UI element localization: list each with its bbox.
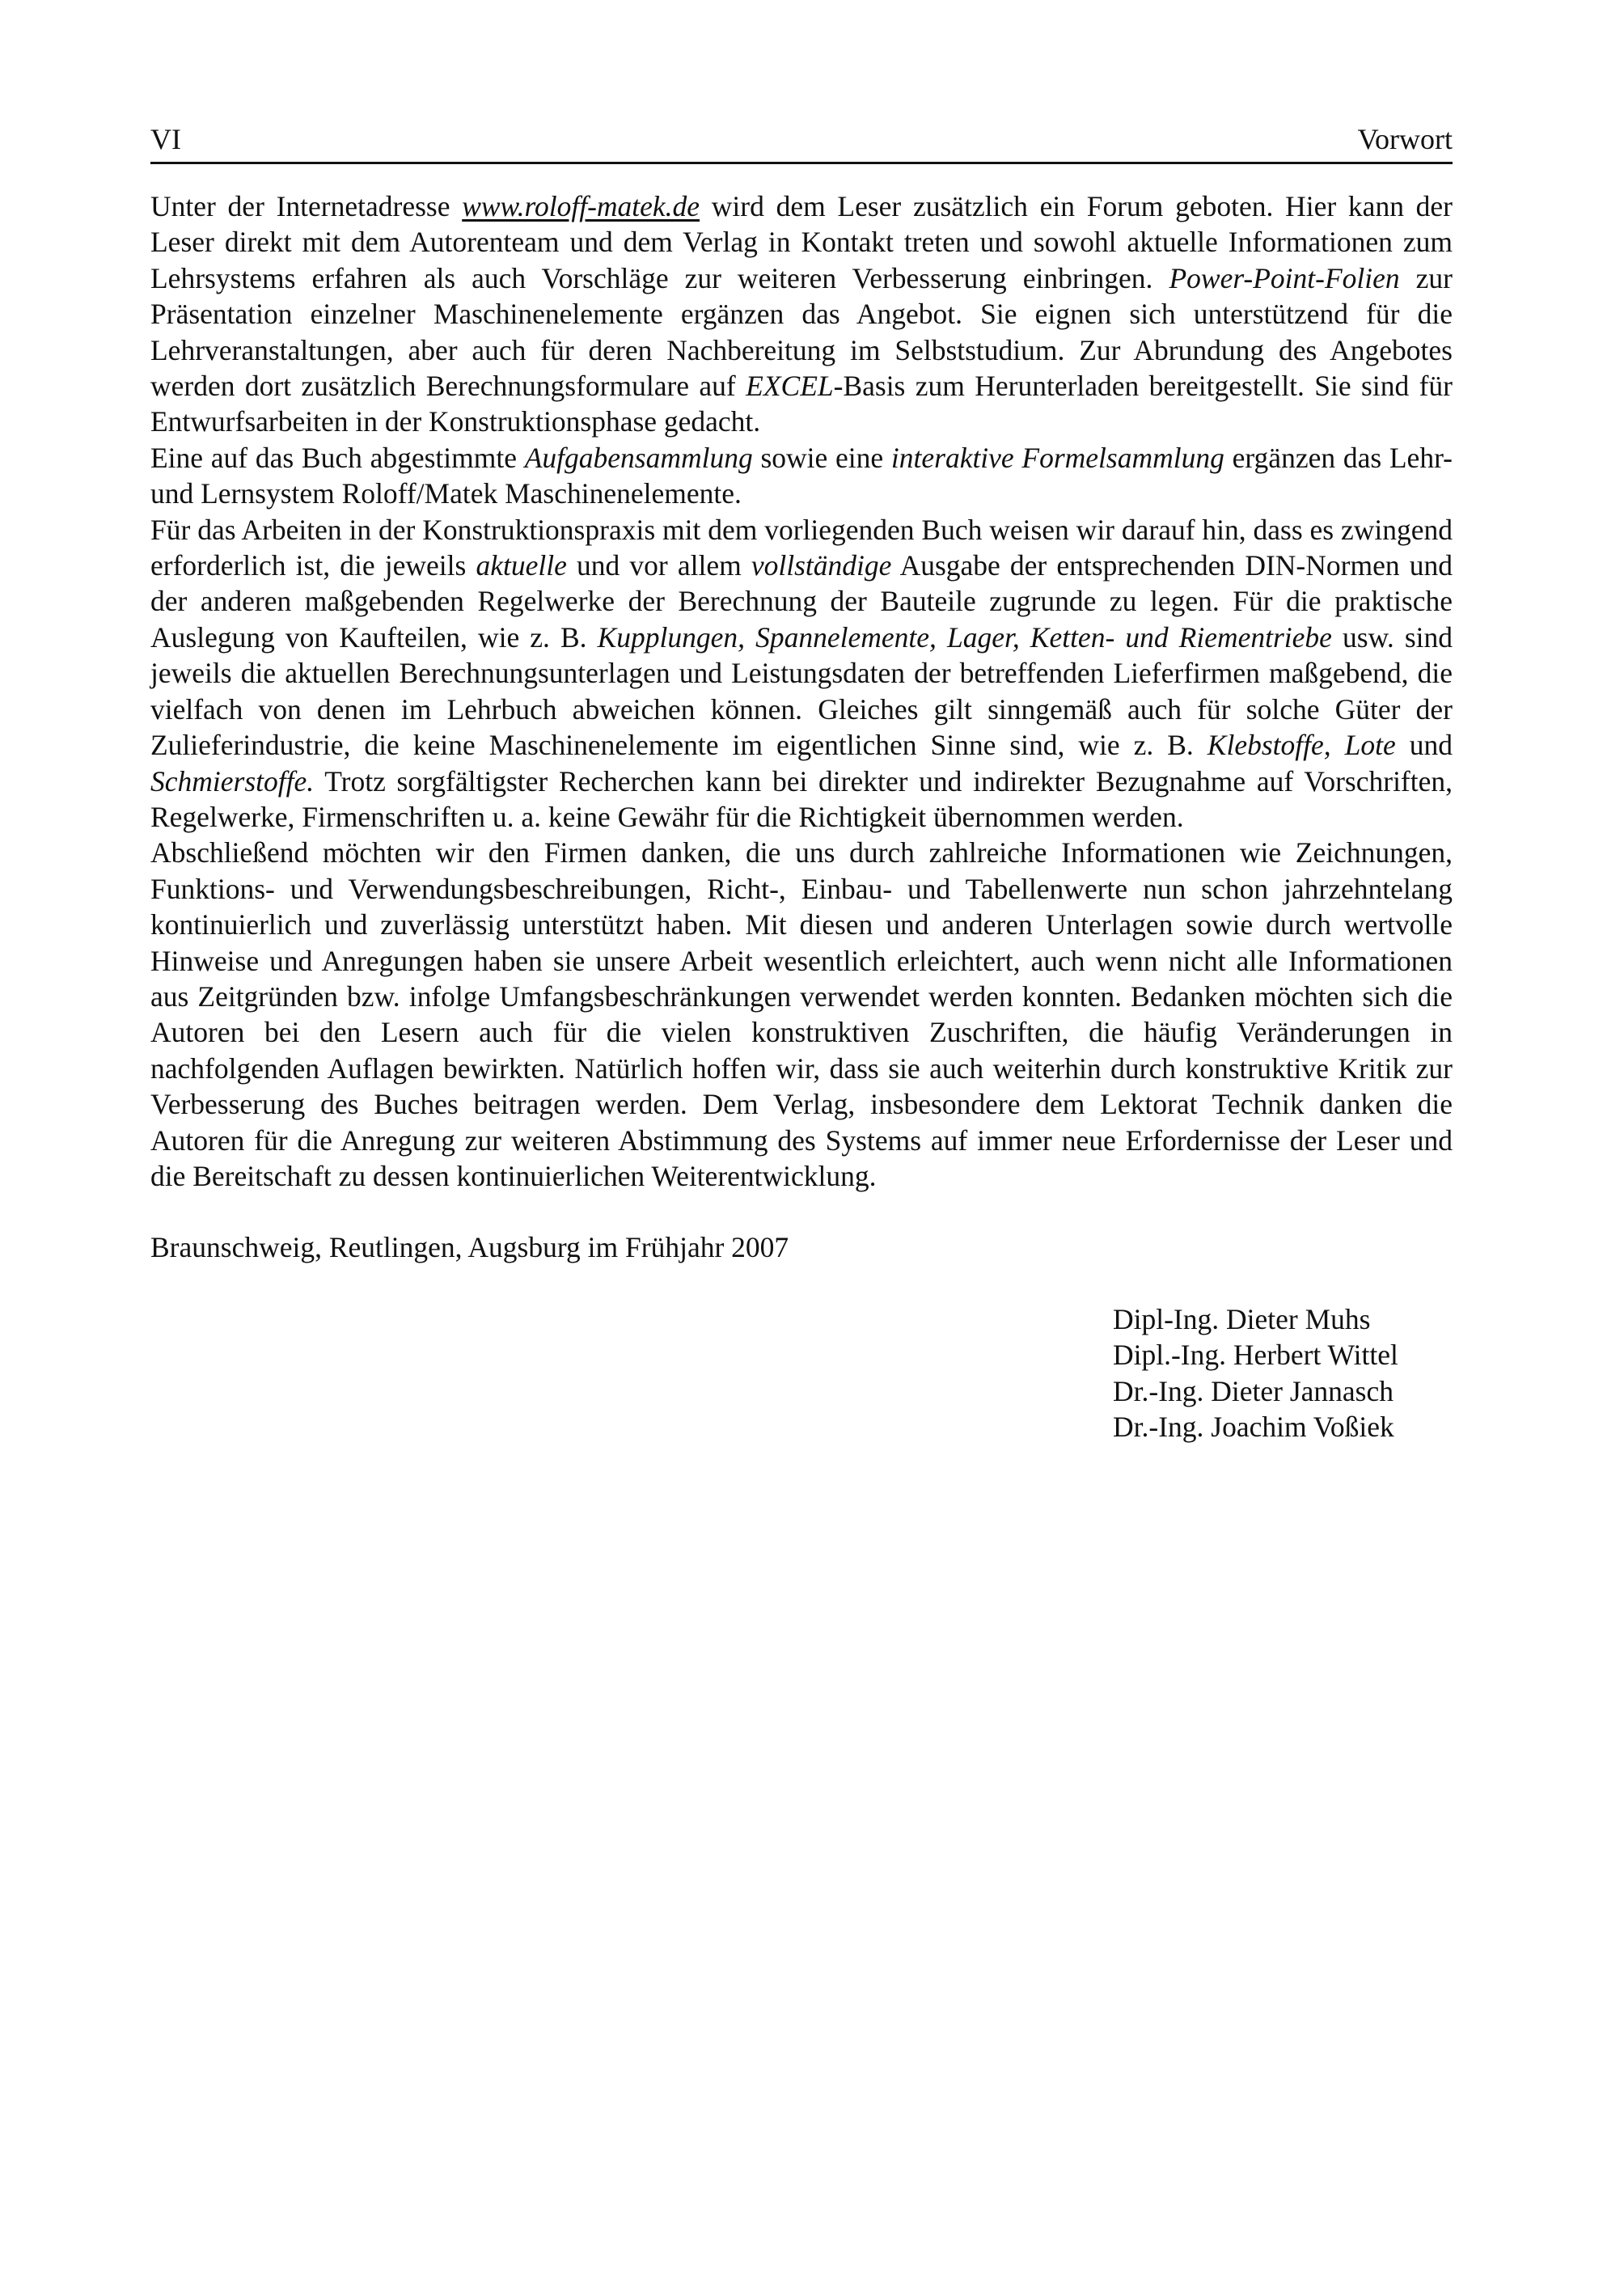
author-name: Dr.-Ing. Joachim Voßiek bbox=[1113, 1411, 1394, 1443]
emphasis-kaufteile: Kupplungen, Spannelemente, Lager, Ketten- und Riementriebe bbox=[597, 620, 1332, 654]
paragraph-thanks: Abschließend möchten wir den Firmen danken, die uns durch zahlreiche Informationen wie Zeichnungen, Funktions- und Verwendungsbeschreibungen, Richt-, Einbau- und Tabellenwerte nun schon jahrzehntelang kontinuierlich und zuverlässig unterstützt haben. Mit diesen und anderen Unterlagen sowie durch wertvolle Hinweise und Anregungen haben sie unsere Arbeit wesentlich erleichtert, auch wenn nicht alle Informationen aus Zeitgründen bzw. infolge Umfangsbeschränkungen verwendet werden konnten. Bedanken möchten sich die Autoren bei den Lesern auch für die vielen konstruktiven Zuschriften, die häufig Veränderungen in nachfolgenden Auflagen bewirkten. Natürlich hoffen wir, dass sie auch weiterhin durch konstruktive Kritik zur Verbesserung des Buches beitragen werden. Dem Verlag, insbesondere dem Lektorat Technik danken die Autoren für die Anregung zur weiteren Abstimmung des Systems auf immer neue Erfordernisse der Leser und die Bereitschaft zu dessen kontinuierlichen Weiterentwicklung. bbox=[150, 836, 1453, 1192]
author-signatures bbox=[1113, 1301, 1453, 1445]
section-title: Vorwort bbox=[1357, 123, 1453, 155]
page-number: VI bbox=[150, 123, 181, 155]
author-name: Dipl.-Ing. Herbert Wittel bbox=[1113, 1339, 1398, 1372]
document-page bbox=[150, 121, 1453, 1445]
preface-body bbox=[150, 188, 1453, 1194]
emphasis-power-point: Power-Point-Folien bbox=[1169, 261, 1400, 294]
place-date: Braunschweig, Reutlingen, Augsburg im Frühjahr 2007 bbox=[150, 1231, 789, 1264]
paragraph-practice: Für das Arbeiten in der Konstruktionspraxis mit dem vorliegenden Buch weisen wir darauf hin, dass es zwingend erforderlich ist, die jeweils aktuelle und vor allem vollständige Ausgabe der entsprechenden DIN-Normen und der anderen maßgebenden Regelwerke der Berechnung der Bauteile zugrunde zu legen. Für die praktische Auslegung von Kaufteilen, wie z. B. Kupplungen, Spannelemente, Lager, Ketten- und Riementriebe usw. sind jeweils die aktuellen Berechnungsunterlagen und Leistungsdaten der betreffenden Lieferfirmen maßgebend, die vielfach von denen im Lehrbuch abweichen können. Gleiches gilt sinngemäß auch für solche Güter der Zulieferindustrie, die keine Maschinenelemente im eigentlichen Sinne sind, wie z. B. Klebstoffe, Lote und Schmierstoffe. Trotz sorgfältigster Recherchen kann bei direkter und indirekter Bezugnahme auf Vorschriften, Regelwerke, Firmenschriften u. a. keine Gewähr für die Richtigkeit übernommen werden. bbox=[150, 513, 1453, 833]
paragraph-collection: Eine auf das Buch abgestimmte Aufgabensammlung sowie eine interaktive Formelsammlung ergänzen das Lehr- und Lernsystem Roloff/Matek Maschinenelemente. bbox=[150, 441, 1453, 510]
author-name: Dipl-Ing. Dieter Muhs bbox=[1113, 1302, 1371, 1335]
website-link[interactable]: www.roloff-matek.de bbox=[462, 190, 700, 222]
page-header bbox=[150, 121, 1453, 164]
emphasis-schmierstoffe: Schmierstoffe. bbox=[150, 764, 315, 797]
emphasis-vollstaendige: vollständige bbox=[751, 549, 892, 582]
author-name: Dr.-Ing. Dieter Jannasch bbox=[1113, 1374, 1394, 1407]
emphasis-excel: EXCEL bbox=[746, 370, 834, 403]
emphasis-klebstoffe: Klebstoffe, Lote bbox=[1207, 729, 1396, 762]
emphasis-formelsammlung: interaktive Formelsammlung bbox=[890, 441, 1224, 474]
paragraph-forum: Unter der Internetadresse www.roloff-matek.de wird dem Leser zusätzlich ein Forum geboten. Hier kann der Leser direkt mit dem Autorenteam und dem Verlag in Kontakt treten und sowohl aktuelle Informationen zum Lehrsystems erfahren als auch Vorschläge zur weiteren Verbesserung einbringen. Power-Point-Folien zur Präsentation einzelner Maschinenelemente ergänzen das Angebot. Sie eignen sich unterstützend für die Lehrveranstaltungen, aber auch für deren Nachbereitung im Selbststudium. Zur Abrundung des Angebotes werden dort zusätzlich Berechnungsformulare auf EXCEL-Basis zum Herunterladen bereitgestellt. Sie sind für Entwurfsarbeiten in der Konstruktionsphase gedacht. bbox=[150, 190, 1453, 438]
emphasis-aufgabensammlung: Aufgabensammlung bbox=[524, 441, 753, 474]
emphasis-aktuelle: aktuelle bbox=[476, 549, 567, 582]
